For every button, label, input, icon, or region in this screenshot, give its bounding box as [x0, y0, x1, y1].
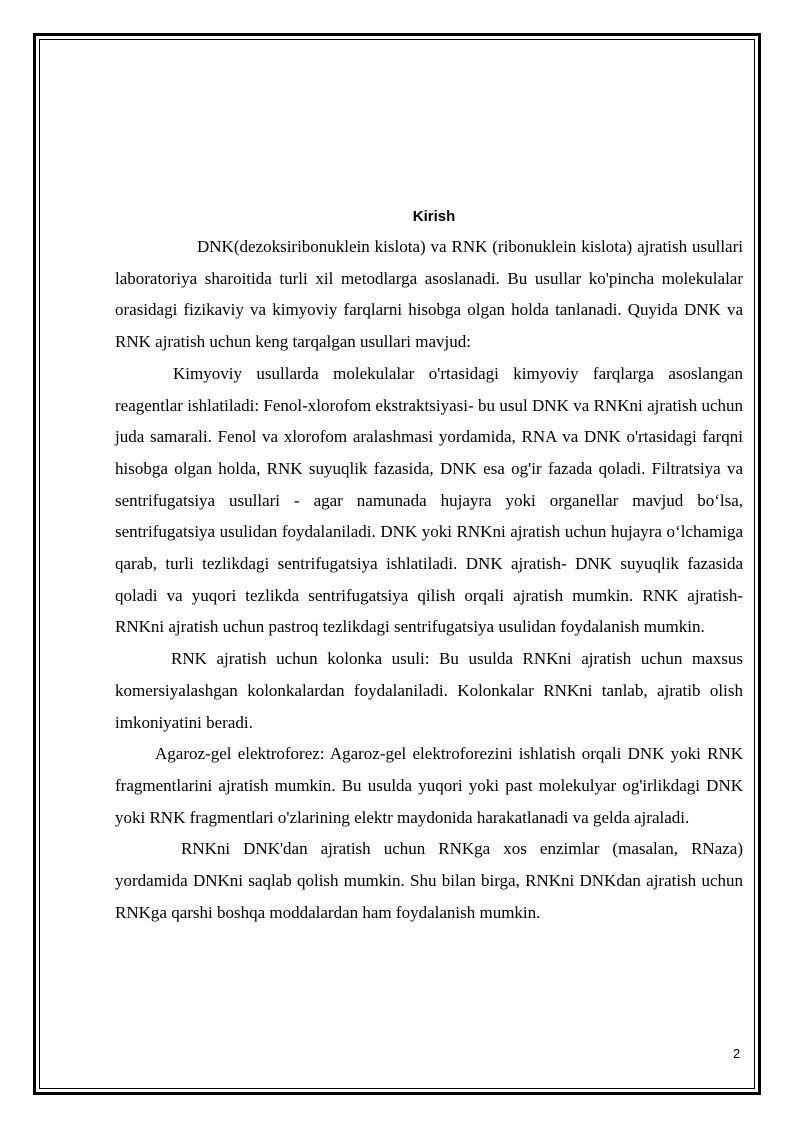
paragraph-intro: DNK(dezoksiribonuklein kislota) va RNK (ribonuklein kislota) ajratish usullari laboratoriya sharoitida turli xil metodlarga asoslanadi. Bu usullar ko'pincha molekulalar orasidagi fizikaviy va kimyoviy farqlarni hisobga olgan holda tanlanadi. Quyida DNK va RNK ajratish uchun keng tarqalgan usullari mavjud:	[115, 237, 743, 352]
paragraph-enzymes: RNKni DNK'dan ajratish uchun RNKga xos enzimlar (masalan, RNaza) yordamida DNKni saqlab qolish mumkin. Shu bilan birga, RNKni DNKdan ajratish uchun RNKga qarshi boshqa moddalardan ham foydalanish mumkin.	[115, 839, 743, 922]
page-number: 2	[733, 1046, 741, 1061]
document-body	[115, 203, 743, 928]
paragraph-chemical-methods: Kimyoviy usullarda molekulalar o'rtasidagi kimyoviy farqlarga asoslangan reagentlar ishlatiladi: Fenol-xlorofom ekstraktsiyasi- bu usul DNK va RNKni ajratish uchun juda samarali. Fenol va xlorofom aralashmasi yordamida, RNA va DNK o'rtasidagi farqni hisobga olgan holda, RNK suyuqlik fazasida, DNK esa og'ir fazada qoladi. Filtratsiya va sentrifugatsiya usullari - agar namunada hujayra yoki organellar mavjud bo‘lsa, sentrifugatsiya usulidan foydalaniladi. DNK yoki RNKni ajratish uchun hujayra o‘lchamiga qarab, turli tezlikdagi sentrifugatsiya ishlatiladi. DNK ajratish- DNK suyuqlik fazasida qoladi va yuqori tezlikda sentrifugatsiya qilish orqali ajratish mumkin. RNK ajratish- RNKni ajratish uchun pastroq tezlikdagi sentrifugatsiya usulidan foydalanish mumkin.	[115, 363, 743, 637]
paragraph-gel-electrophoresis: Agaroz-gel elektroforez: Agaroz-gel elektroforezini ishlatish orqali DNK yoki RNK fragmentlarini ajratish mumkin. Bu usulda yuqori yoki past molekulyar og'irlikdagi DNK yoki RNK fragmentlari o'zlarining elektr maydonida harakatlanadi va gelda ajraladi.	[115, 744, 743, 827]
section-heading: Kirish	[412, 208, 456, 225]
paragraph-column-method: RNK ajratish uchun kolonka usuli: Bu usulda RNKni ajratish uchun maxsus komersiyalashgan kolonkalardan foydalaniladi. Kolonkalar RNKni tanlab, ajratib olish imkoniyatini beradi.	[115, 649, 743, 732]
